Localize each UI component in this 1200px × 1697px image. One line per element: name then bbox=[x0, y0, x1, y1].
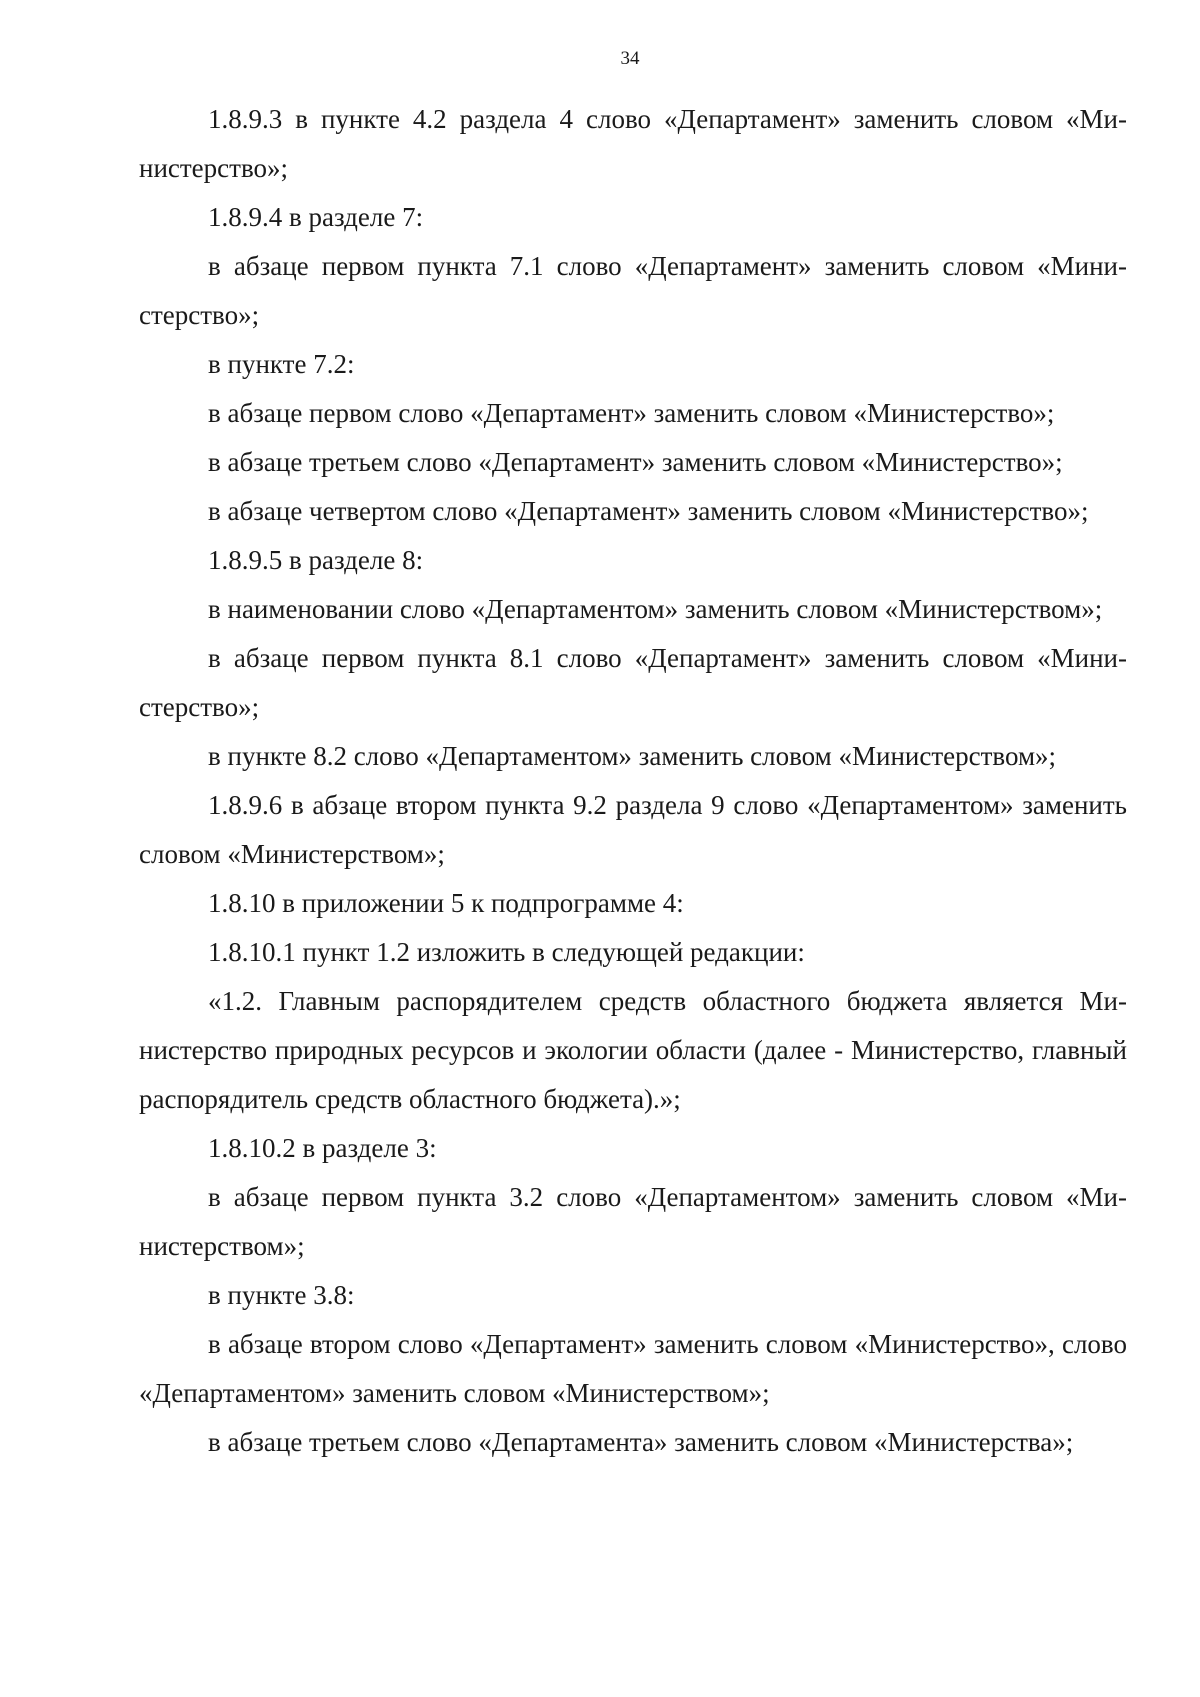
paragraph: «1.2. Главным распорядителем средств областного бюджета является Министерство природных ресурсов и экологии области (далее - Министерство, главный распорядитель средств областного бюджета).»; bbox=[139, 986, 1127, 1114]
paragraph: в абзаце первом пункта 7.1 слово «Департамент» заменить словом «Министерство»; bbox=[139, 251, 1127, 330]
paragraph: 1.8.9.3 в пункте 4.2 раздела 4 слово «Департамент» заменить словом «Министерство»; bbox=[139, 104, 1127, 183]
paragraph: 1.8.10 в приложении 5 к подпрограмме 4: bbox=[208, 888, 684, 918]
paragraph: в абзаце четвертом слово «Департамент» заменить словом «Министерство»; bbox=[208, 496, 1089, 526]
paragraph: в пункте 8.2 слово «Департаментом» заменить словом «Министерством»; bbox=[208, 741, 1057, 771]
paragraph: 1.8.9.6 в абзаце втором пункта 9.2 раздела 9 слово «Департаментом» заменить словом «Министерством»; bbox=[139, 790, 1127, 869]
paragraph: 1.8.10.2 в разделе 3: bbox=[208, 1133, 437, 1163]
paragraph: в пункте 3.8: bbox=[208, 1280, 355, 1310]
paragraph: в пункте 7.2: bbox=[208, 349, 355, 379]
paragraph: в абзаце первом слово «Департамент» заменить словом «Министерство»; bbox=[208, 398, 1055, 428]
paragraph: в абзаце первом пункта 3.2 слово «Департаментом» заменить словом «Министерством»; bbox=[139, 1182, 1127, 1261]
paragraph: в абзаце втором слово «Департамент» заменить словом «Министерство», слово «Департаментом» заменить словом «Министерством»; bbox=[139, 1329, 1127, 1408]
paragraph: в абзаце третьем слово «Департамента» заменить словом «Министерства»; bbox=[208, 1427, 1074, 1457]
paragraph: 1.8.9.5 в разделе 8: bbox=[208, 545, 424, 575]
paragraph: 1.8.10.1 пункт 1.2 изложить в следующей редакции: bbox=[208, 937, 805, 967]
paragraph: в абзаце первом пункта 8.1 слово «Департамент» заменить словом «Министерство»; bbox=[139, 643, 1127, 722]
page-number: 34 bbox=[620, 48, 640, 69]
document-body bbox=[139, 95, 1127, 1467]
paragraph: в наименовании слово «Департаментом» заменить словом «Министерством»; bbox=[208, 594, 1103, 624]
paragraph: в абзаце третьем слово «Департамент» заменить словом «Министерство»; bbox=[208, 447, 1063, 477]
paragraph: 1.8.9.4 в разделе 7: bbox=[208, 202, 424, 232]
